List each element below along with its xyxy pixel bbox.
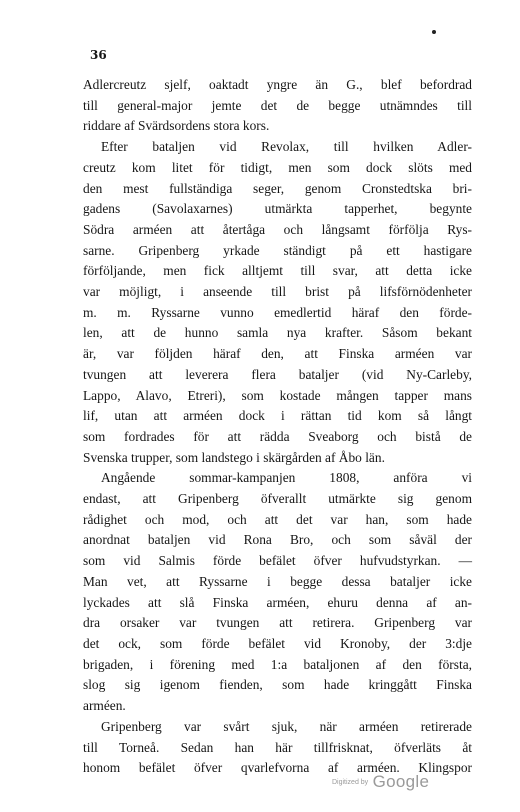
text-line: som fordrades för att rädda Sveaborg och bistå de bbox=[83, 428, 472, 444]
text-line: Efter bataljen vid Revolax, till hvilken Adler- bbox=[101, 139, 472, 155]
text-line: Södra arméen att återtåga och långsamt förfölja Rys- bbox=[83, 221, 472, 237]
text-line: sarne. Gripenberg yrkade ständigt på ett hastigare bbox=[83, 242, 472, 258]
text-line: Man vet, att Ryssarne i begge dessa bataljer icke bbox=[83, 573, 472, 589]
text-line: tvungen att leverera flera bataljer (vid Ny-Carleby, bbox=[83, 366, 472, 382]
text-line: Gripenberg var svårt sjuk, när arméen retirerade bbox=[101, 718, 472, 734]
text-line: det ock, som förde befälet vid Kronoby, der 3:dje bbox=[83, 635, 472, 651]
text-line: riddare af Svärdsordens stora kors. bbox=[83, 118, 270, 134]
google-logo: Google bbox=[372, 772, 430, 791]
text-line: m. m. Ryssarne vunno emedlertid häraf den förde- bbox=[83, 304, 472, 320]
text-line: rådighet och mod, och att det var han, som hade bbox=[83, 511, 472, 527]
text-line: Adlercreutz sjelf, oaktadt yngre än G., blef befordrad bbox=[83, 77, 472, 92]
text-line: gadens (Savolaxarnes) utmärkta tapperhet, begynte bbox=[83, 201, 472, 217]
text-line: anordnat bataljen vid Rona Bro, och som såväl der bbox=[83, 532, 472, 548]
text-line: till general-major jemte det de begge utnämndes till bbox=[83, 97, 472, 113]
text-line: slog sig igenom fienden, som hade kringgått Finska bbox=[83, 677, 472, 693]
text-line: förföljande, men fick alltjemt till svar, att detta icke bbox=[83, 263, 472, 279]
text-line: var möjligt, i anseende till brist på lifsförnödenheter bbox=[83, 284, 472, 300]
text-line: lif, utan att arméen dock i rättan tid kom så långt bbox=[83, 408, 472, 424]
page-number: 36 bbox=[90, 48, 107, 62]
text-line: lyckades att slå Finska arméen, ehuru denna af an- bbox=[83, 594, 472, 610]
text-line: creutz kom litet för tidigt, men som dock slöts med bbox=[83, 159, 472, 175]
digitized-by-label: Digitized by bbox=[332, 779, 369, 786]
text-line: den mest fullständiga seger, genom Cronstedtska bri- bbox=[83, 180, 472, 196]
text-line: dra orsaker var tvungen att retirera. Gripenberg var bbox=[83, 615, 472, 631]
text-line: honom befälet öfver qvarlefvorna af arméen. Klingspor bbox=[83, 760, 472, 776]
ink-dot bbox=[432, 30, 436, 34]
text-line: brigaden, i förening med 1:a bataljonen af den första, bbox=[83, 656, 472, 672]
text-line: arméen. bbox=[83, 698, 126, 714]
text-line: som vid Salmis förde befälet öfver hufvudstyrkan. — bbox=[83, 553, 472, 569]
text-line: len, att de hunno samla nya krafter. Såsom bekant bbox=[83, 325, 472, 341]
text-line: endast, att Gripenberg öfverallt utmärkte sig genom bbox=[83, 491, 472, 507]
text-line: till Torneå. Sedan han här tillfrisknat, öfverläts åt bbox=[83, 739, 472, 755]
text-line: Lappo, Alavo, Etreri), som kostade mången tapper mans bbox=[83, 387, 472, 403]
text-line: Angående sommar-kampanjen 1808, anföra vi bbox=[101, 470, 472, 486]
text-line: är, var följden häraf den, att Finska arméen var bbox=[83, 346, 472, 362]
text-line: Svenska trupper, som landstego i skärgården af Åbo län. bbox=[83, 449, 385, 465]
page-body-text bbox=[83, 75, 472, 779]
digitization-watermark bbox=[332, 772, 429, 792]
